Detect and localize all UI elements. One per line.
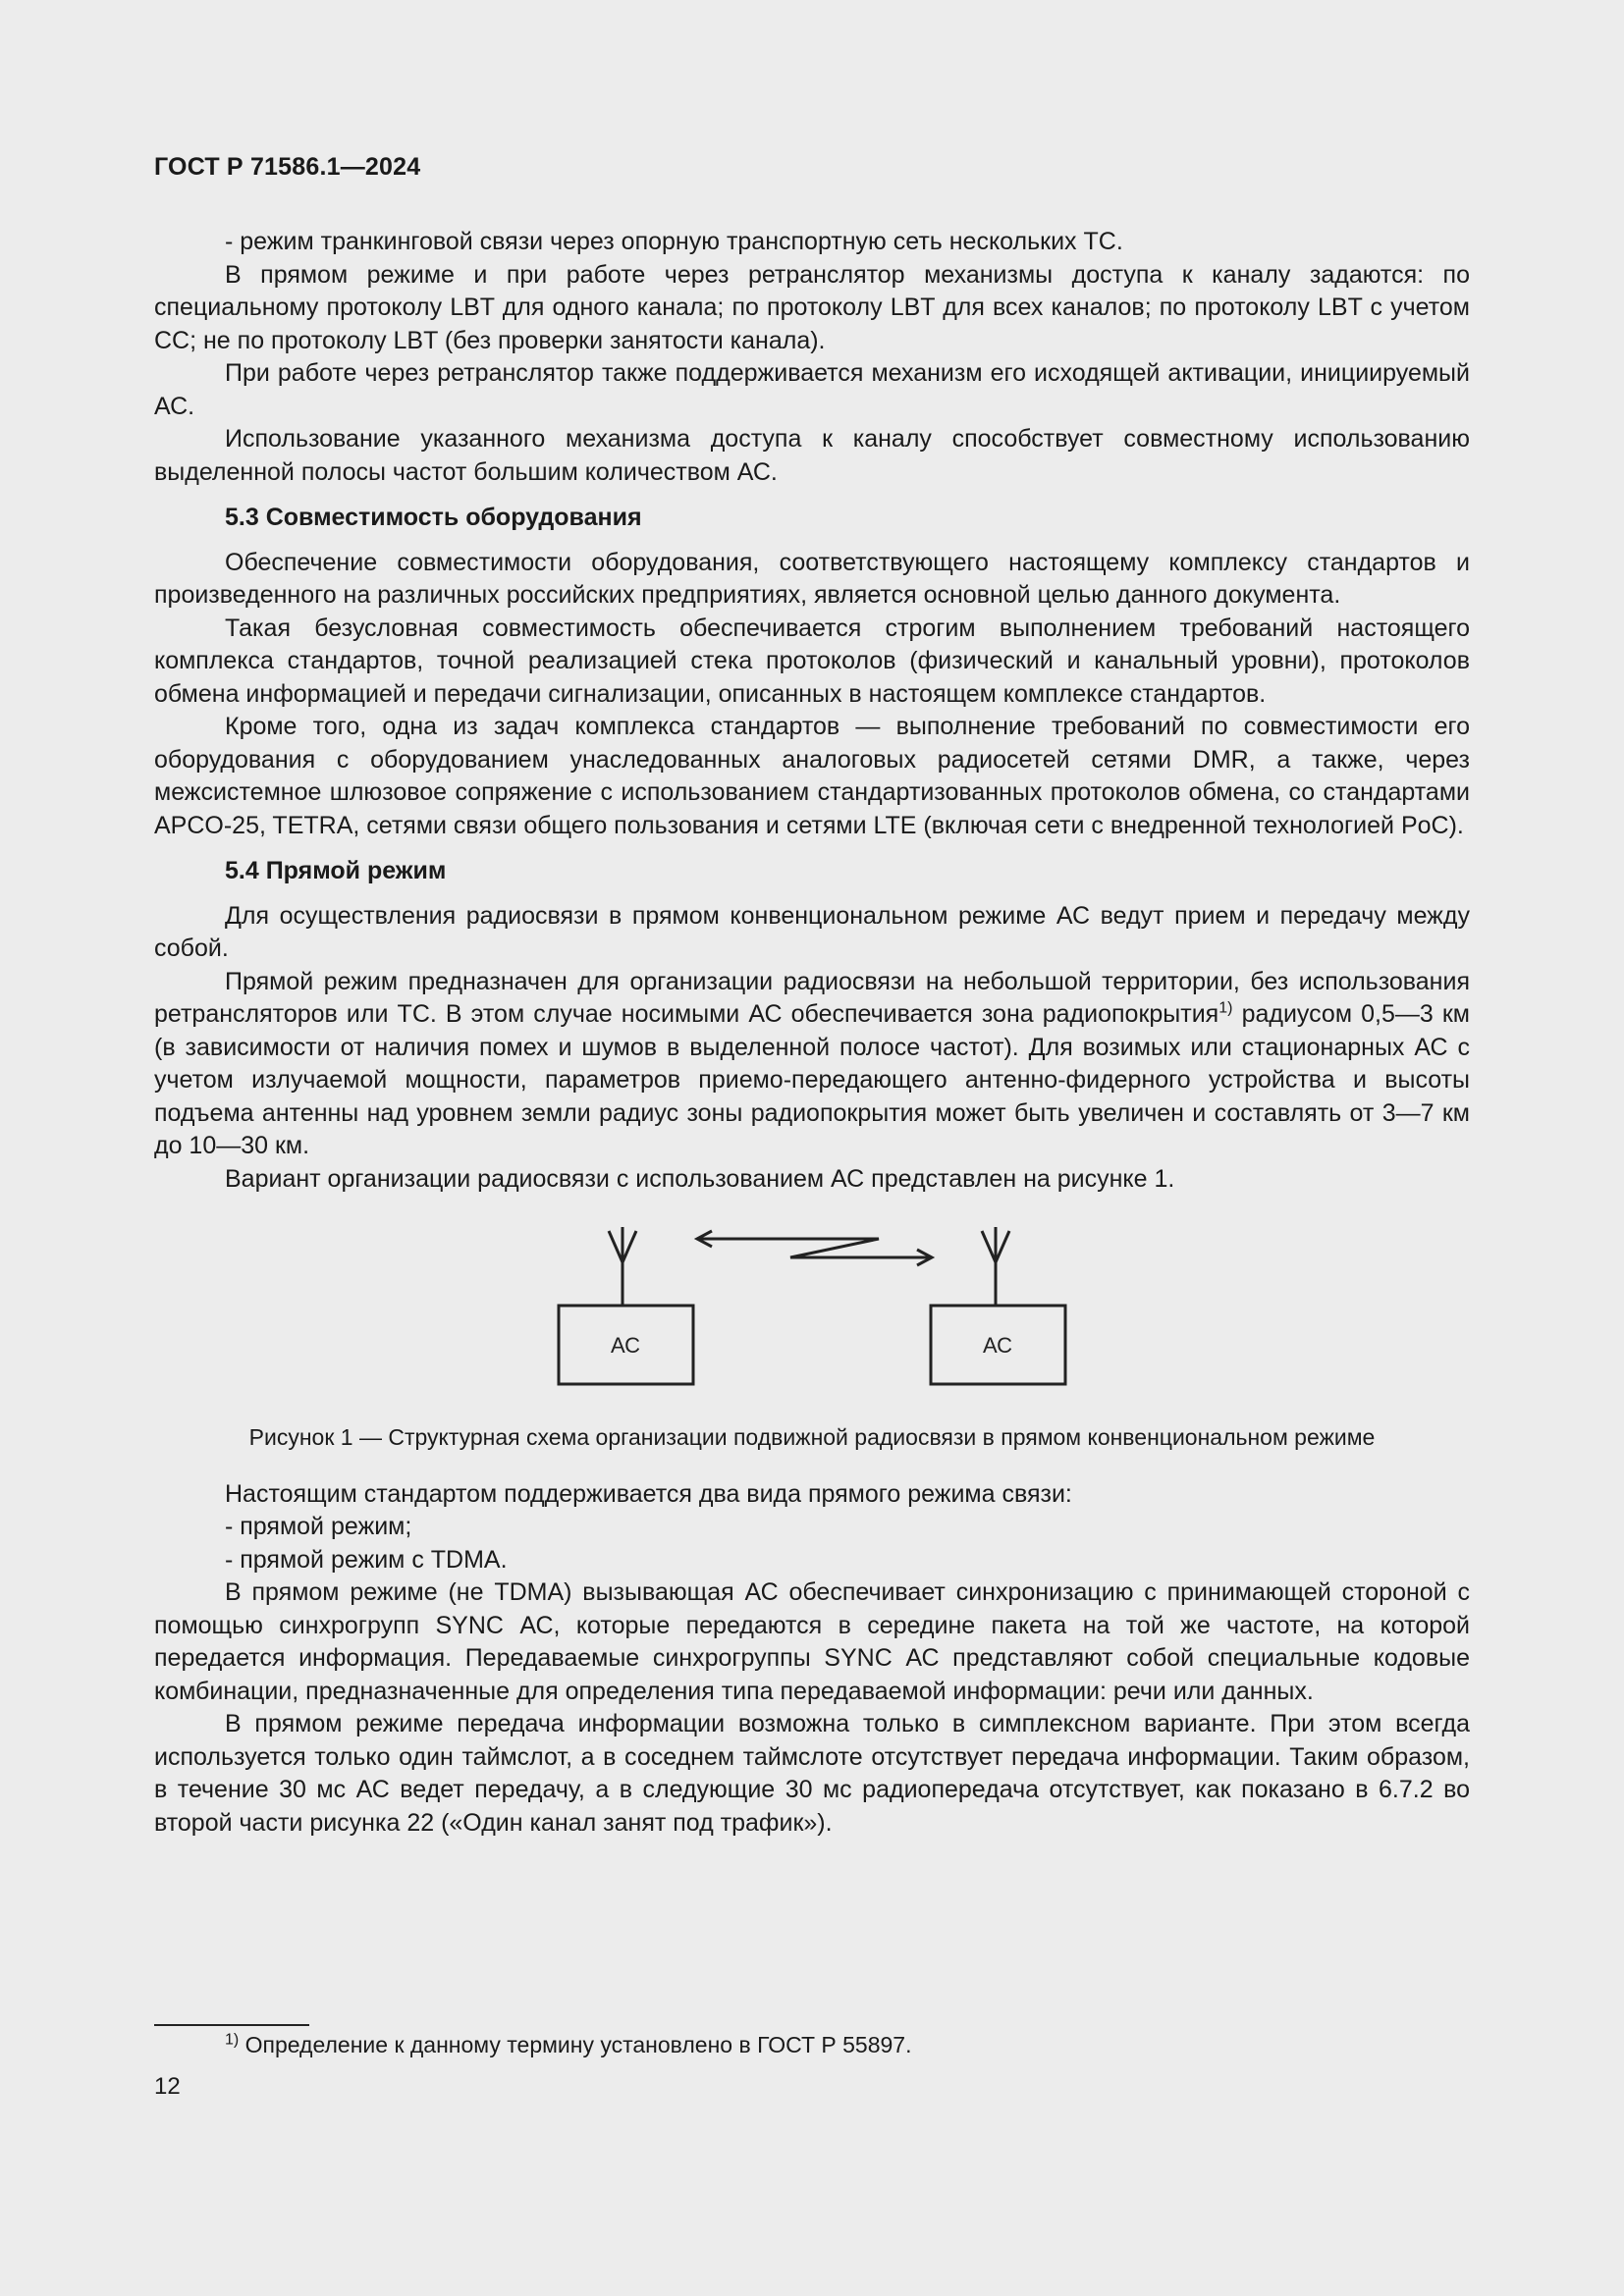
diagram-svg — [154, 1196, 1470, 1421]
paragraph — [154, 966, 1470, 1163]
paragraph: В прямом режиме и при работе через ретранслятор механизмы доступа к каналу задаются: по специальному протоколу LBT для одного канала; по протоколу LBT для всех каналов; по протоколу LBT с учетом СС; не по протоколу LBT (без проверки занятости канала). — [154, 260, 1470, 354]
page-number: 12 — [154, 2073, 181, 2100]
paragraph: - режим транкинговой связи через опорную транспортную сеть нескольких ТС. — [225, 228, 1123, 255]
footnote-ref: 1) — [1218, 999, 1233, 1017]
footnote-text: Определение к данному термину установлено в ГОСТ Р 55897. — [239, 2032, 912, 2057]
section-heading-5-4: 5.4 Прямой режим — [225, 857, 447, 884]
box-label-left: АС — [610, 1333, 641, 1358]
document-header: ГОСТ Р 71586.1—2024 — [154, 153, 421, 181]
antenna-icon — [609, 1227, 636, 1306]
paragraph: В прямом режиме (не TDMA) вызывающая АС обеспечивает синхронизацию с принимающей стороной с помощью синхрогрупп SYNC АС, которые передаются в середине пакета на той же частоте, на которой передается информация. Передаваемые синхрогруппы SYNC АС представляют собой специальные кодовые комбинации, предназначенные для определения типа передаваемой информации: речи или данных. — [154, 1578, 1470, 1705]
paragraph: Для осуществления радиосвязи в прямом конвенциональном режиме АС ведут прием и передачу между собой. — [154, 901, 1470, 962]
paragraph: Кроме того, одна из задач комплекса стандартов — выполнение требований по совместимости его оборудования с оборудованием унаследованных аналоговых радиосетей сетями DMR, а также, через межсистемное шлюзовое сопряжение с использованием стандартизованных протоколов обмена, со стандартами APCO-25, TETRA, сетями связи общего пользования и сетями LTE (включая сети с внедренной технологией PoC). — [154, 713, 1470, 839]
paragraph: Такая безусловная совместимость обеспечивается строгим выполнением требований настоящего комплекса стандартов, точной реализацией стека протоколов (физический и канальный уровни), протоколов обмена информацией и передачи сигнализации, описанных в настоящем комплексе стандартов. — [154, 614, 1470, 708]
paragraph: Настоящим стандартом поддерживается два вида прямого режима связи: — [225, 1479, 1072, 1508]
section-heading-5-3: 5.3 Совместимость оборудования — [225, 504, 642, 531]
paragraph: Вариант организации радиосвязи с использованием АС представлен на рисунке 1. — [225, 1164, 1175, 1193]
paragraph: Обеспечение совместимости оборудования, соответствующего настоящему комплексу стандартов и произведенного на различных российских предприятиях, является основной целью данного документа. — [154, 548, 1470, 609]
paragraph: Использование указанного механизма доступа к каналу способствует совместному использованию выделенной полосы частот большим количеством АС. — [154, 425, 1470, 486]
paragraph: - прямой режим; — [225, 1513, 412, 1540]
footnote-separator — [154, 2024, 309, 2026]
footnote-marker: 1) — [225, 2031, 240, 2049]
document-body — [154, 226, 1470, 1840]
box-label-right: АС — [982, 1333, 1013, 1358]
footnote — [225, 2032, 911, 2058]
paragraph: - прямой режим с TDMA. — [225, 1545, 508, 1574]
figure-1-diagram — [154, 1196, 1470, 1421]
figure-caption: Рисунок 1 — Структурная схема организации подвижной радиосвязи в прямом конвенциональном режиме — [248, 1424, 1376, 1450]
paragraph: При работе через ретранслятор также поддерживается механизм его исходящей активации, инициируемый АС. — [154, 359, 1470, 420]
radio-link-arrow-icon — [697, 1231, 932, 1265]
paragraph-text: радиусом 0,5—3 км (в зависимости от наличия помех и шумов в выделенной полосе частот). Для возимых или стационарных АС с учетом излучаемой мощности, параметров приемо-передающего антенно-фидерного устройства и высоты подъема антенны над уровнем земли радиус зоны радиопокрытия может быть увеличен и составлять от 3—7 км до 10—30 км. — [154, 1000, 1470, 1159]
paragraph: В прямом режиме передача информации возможна только в симплексном варианте. При этом всегда используется только один таймслот, а в соседнем таймслоте отсутствует передача информации. Таким образом, в течение 30 мс АС ведет передачу, а в следующие 30 мс радиопередача отсутствует, как показано в 6.7.2 во второй части рисунка 22 («Один канал занят под трафик»). — [154, 1710, 1470, 1837]
antenna-icon — [982, 1227, 1009, 1306]
paragraph-text: Прямой режим предназначен для организации радиосвязи на небольшой территории, без использования ретрансляторов или ТС. В этом случае носимыми АС обеспечивается зона радиопокрытия — [154, 967, 1470, 1028]
